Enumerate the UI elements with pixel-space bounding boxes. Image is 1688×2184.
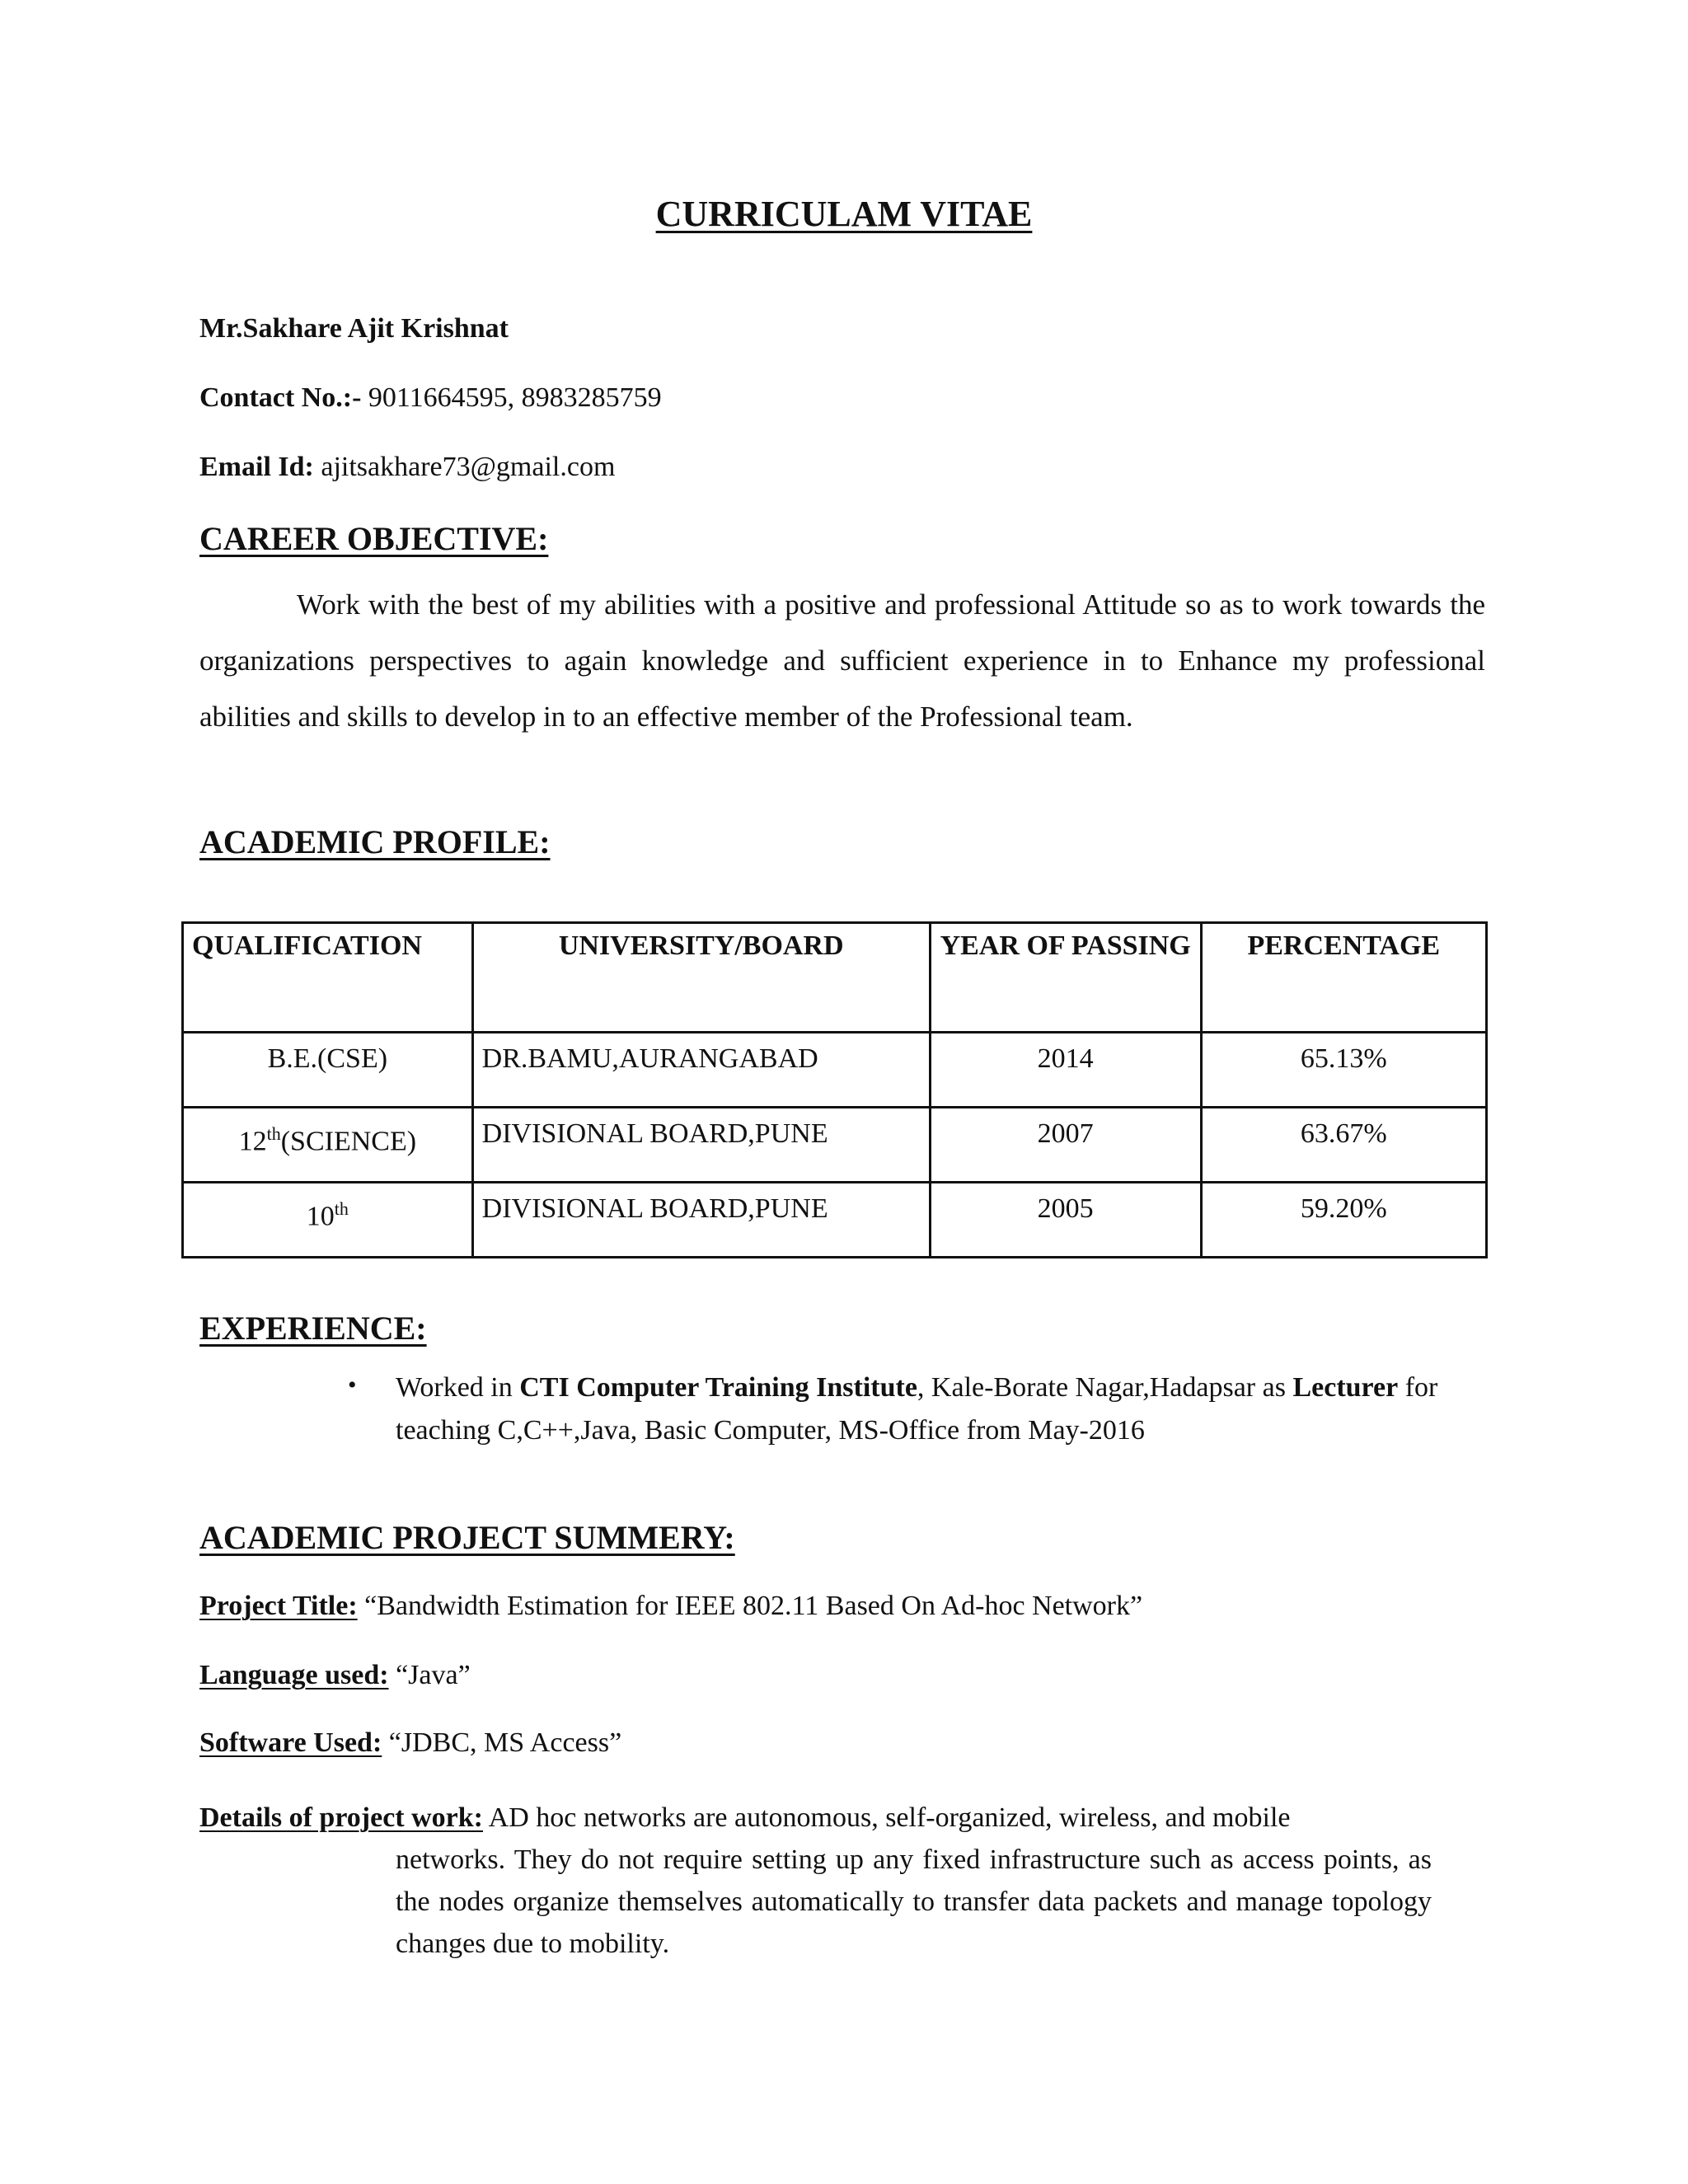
column-header: QUALIFICATION [183,923,473,1033]
language-line [199,1660,471,1691]
email-value: ajitsakhare73@gmail.com [313,452,616,482]
board-cell: DIVISIONAL BOARD,PUNE [472,1183,930,1258]
percentage-cell: 59.20% [1201,1183,1486,1258]
software-label: Software Used: [199,1727,382,1758]
year-cell: 2007 [930,1108,1201,1183]
project-details [199,1797,1432,1965]
contact-label: Contact No.:- [199,382,362,413]
career-objective-text: Work with the best of my abilities with a positive and professional Attitude so as to work towards the organizations perspectives to again knowledge and sufficient experience in to Enhance my professional abilities and skills to develop in to an effective member of the Professional team. [199,588,1485,733]
software-line [199,1727,621,1759]
year-cell: 2014 [930,1033,1201,1108]
column-header: PERCENTAGE [1201,923,1486,1033]
project-title-value: “Bandwidth Estimation for IEEE 802.11 Based On Ad-hoc Network” [357,1591,1143,1621]
percentage-cell: 65.13% [1201,1033,1486,1108]
board-cell: DR.BAMU,AURANGABAD [472,1033,930,1108]
percentage-cell: 63.67% [1201,1108,1486,1183]
email-label: Email Id: [199,452,314,482]
bullet-icon: • [348,1371,357,1399]
column-header: UNIVERSITY/BOARD [472,923,930,1033]
contact-value: 9011664595, 8983285759 [361,382,662,413]
details-first-line: AD hoc networks are autonomous, self-organized, wireless, and mobile [483,1802,1291,1833]
project-summary-heading: ACADEMIC PROJECT SUMMERY: [199,1519,735,1556]
project-title-line [199,1591,1142,1622]
table-row [183,1108,1487,1183]
academic-table [181,921,1488,1258]
table-header-row [183,923,1487,1033]
project-title-label: Project Title: [199,1591,358,1621]
qualification-cell: 10th [183,1183,473,1258]
experience-item: Worked in CTI Computer Training Institute, Kale-Borate Nagar,Hadapsar as Lecturer for teaching C,C++,Java, Basic Computer, MS-Office from May-2016 [396,1372,1438,1446]
details-text: networks. They do not require setting up any fixed infrastructure such as access points, as the nodes organize themselves automatically to transfer data packets and manage topology changes due to mobility. [396,1844,1432,1959]
board-cell: DIVISIONAL BOARD,PUNE [472,1108,930,1183]
year-cell: 2005 [930,1183,1201,1258]
academic-profile-heading: ACADEMIC PROFILE: [199,823,551,860]
qualification-cell: B.E.(CSE) [183,1033,473,1108]
experience-heading: EXPERIENCE: [199,1310,427,1347]
career-objective-heading: CAREER OBJECTIVE: [199,520,549,557]
table-row [183,1033,1487,1108]
table-row [183,1183,1487,1258]
language-label: Language used: [199,1660,389,1690]
column-header: YEAR OF PASSING [930,923,1201,1033]
qualification-cell: 12th(SCIENCE) [183,1108,473,1183]
role-name: Lecturer [1292,1372,1399,1403]
institute-name: CTI Computer Training Institute [519,1372,917,1403]
contact-line [199,382,662,414]
candidate-name: Mr.Sakhare Ajit Krishnat [199,313,509,344]
email-line [199,452,615,483]
document-title: CURRICULAM VITAE [655,194,1033,234]
language-value: “Java” [388,1660,471,1690]
details-label: Details of project work: [199,1802,484,1833]
software-value: “JDBC, MS Access” [382,1727,622,1758]
